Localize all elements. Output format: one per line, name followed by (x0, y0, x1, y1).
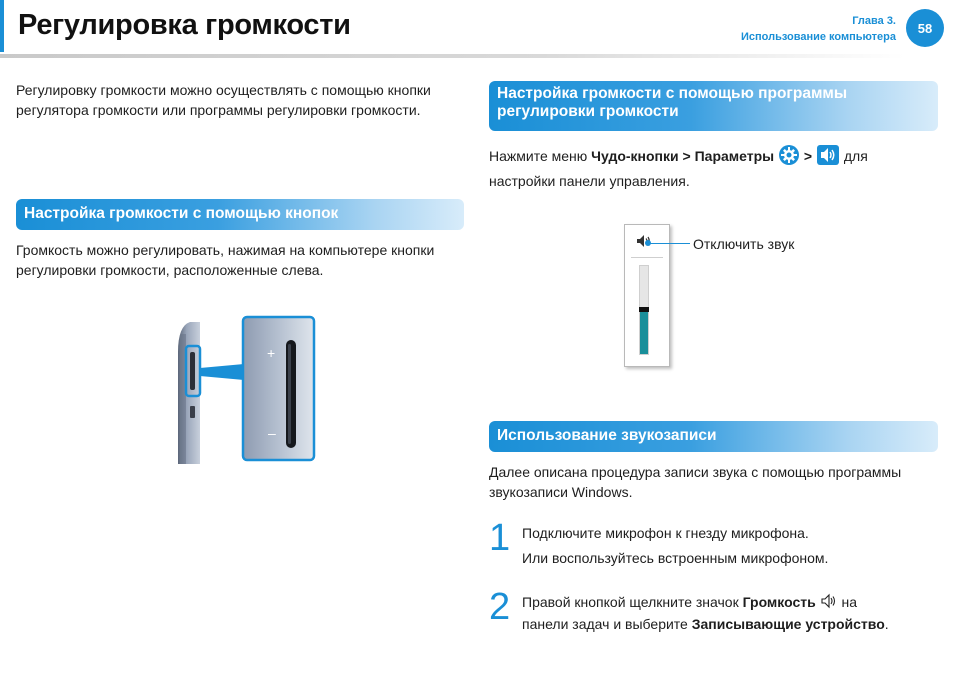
instr-prefix: Нажмите меню (489, 148, 592, 165)
volume-slider-thumb[interactable] (639, 307, 649, 312)
program-instructions (489, 144, 939, 191)
section-heading-program (489, 81, 938, 131)
page-title: Регулировка громкости (18, 9, 351, 41)
minus-mark: – (268, 425, 276, 441)
plus-mark: + (267, 345, 276, 361)
title-accent-bar (0, 0, 4, 52)
recording-text: Далее описана процедура записи звука с помощью программы звукозаписи Windows. (489, 464, 902, 500)
instr-sep1: > (678, 148, 695, 165)
instr-sep2: > (803, 148, 816, 165)
volume-tray-icon (820, 593, 838, 614)
chapter-label (741, 13, 896, 45)
instr-charms: Чудо-кнопки (591, 148, 679, 165)
instr-settings: Параметры (694, 148, 775, 165)
step-2-volume: Громкость (742, 594, 816, 610)
step-2-line2-prefix: панели задач и выберите (522, 615, 692, 632)
panel-divider (631, 257, 663, 258)
volume-buttons-illustration (170, 312, 320, 464)
step-1-line2: Или воспользуйтесь встроенным микрофоном. (522, 550, 829, 566)
step-1-line1: Подключите микрофон к гнезду микрофона. (522, 525, 809, 541)
page-number-badge: 58 (906, 9, 944, 47)
buttons-text: Громкость можно регулировать, нажимая на компьютере кнопки регулировки громкости, расположенные слева. (16, 242, 435, 278)
step-2-text (522, 592, 942, 634)
step-1-text (522, 523, 942, 568)
volume-slider-track[interactable] (639, 265, 649, 355)
mute-label: Отключить звук (693, 236, 795, 252)
callout-line (650, 243, 690, 244)
instr-suffix1: для (839, 148, 868, 165)
gear-icon (778, 144, 800, 171)
step-2-mid: на (837, 594, 858, 610)
step-2-prefix: Правой кнопкой щелкните значок (522, 594, 743, 610)
section-heading-recording: Использование звукозаписи (489, 421, 938, 452)
step-2-number: 2 (489, 586, 511, 628)
step-1-number: 1 (489, 517, 511, 559)
section-heading-program-line1: Настройка громкости с помощью программы (497, 85, 848, 102)
title-divider (0, 54, 905, 58)
intro-text: Регулировку громкости можно осуществлять с помощью кнопки регулятора громкости или программы регулировки громкости. (16, 82, 431, 118)
section-heading-buttons: Настройка громкости с помощью кнопок (16, 199, 464, 230)
step-2-recording-devices: Записывающие устройство (691, 615, 885, 632)
speaker-icon (816, 144, 840, 171)
instr-suffix2: настройки панели управления. (489, 173, 690, 189)
step-2-end: . (884, 615, 889, 632)
chapter-number: Глава 3. (852, 15, 896, 27)
chapter-title: Использование компьютера (740, 31, 896, 43)
section-heading-program-line2: регулировки громкости (497, 103, 679, 120)
volume-slider-fill (640, 310, 648, 354)
